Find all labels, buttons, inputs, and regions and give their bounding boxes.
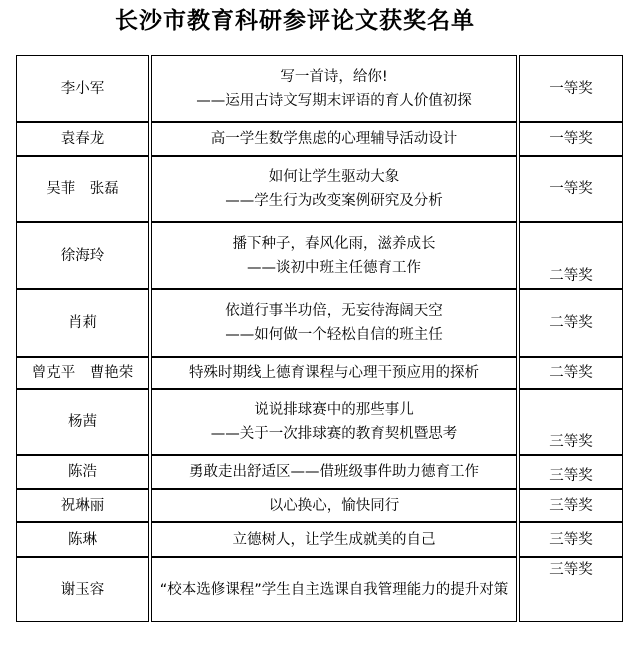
paper-title-cell (151, 55, 517, 122)
award-level-cell: 三等奖 (519, 389, 623, 455)
award-level-cell: 三等奖 (519, 522, 623, 557)
author-cell: 徐海玲 (16, 222, 149, 289)
paper-subtitle-line: ——谈初中班主任德育工作 (247, 259, 421, 276)
paper-title-cell (151, 156, 517, 222)
paper-title-cell (151, 489, 517, 522)
table-row (16, 455, 623, 489)
award-level-cell: 二等奖 (519, 222, 623, 289)
award-level-cell: 三等奖 (519, 557, 623, 622)
author-cell: 祝琳丽 (16, 489, 149, 522)
table-row (16, 289, 623, 357)
paper-title-line: “校本选修课程”学生自主选课自我管理能力的提升对策 (159, 581, 509, 598)
table-row (16, 522, 623, 557)
table-row (16, 389, 623, 455)
paper-subtitle-line: ——运用古诗文写期末评语的育人价值初探 (196, 92, 472, 109)
paper-title-line: 勇敢走出舒适区——借班级事件助力德育工作 (189, 464, 479, 480)
award-table (16, 55, 623, 622)
table-row (16, 489, 623, 522)
author-cell: 袁春龙 (16, 122, 149, 156)
paper-title-line: 播下种子，春风化雨，滋养成长 (232, 235, 436, 252)
paper-title-line: 依道行事半功倍，无妄待海阔天空 (225, 303, 443, 319)
table-row (16, 55, 623, 122)
paper-title-cell (151, 289, 517, 357)
paper-title-line: 如何让学生驱动大象 (268, 169, 400, 185)
author-cell: 杨茜 (16, 389, 149, 455)
award-level-cell: 二等奖 (519, 357, 623, 389)
paper-title-cell (151, 122, 517, 156)
paper-title-cell (151, 522, 517, 557)
award-level-cell: 一等奖 (519, 55, 623, 122)
table-row (16, 222, 623, 289)
author-cell: 李小军 (16, 55, 149, 122)
paper-subtitle-line: ——学生行为改变案例研究及分析 (225, 193, 443, 209)
author-cell: 肖莉 (16, 289, 149, 357)
award-level-cell: 二等奖 (519, 289, 623, 357)
paper-title-cell (151, 357, 517, 389)
author-cell: 吴菲 张磊 (16, 156, 149, 222)
author-cell: 谢玉容 (16, 557, 149, 622)
award-level-cell: 三等奖 (519, 489, 623, 522)
award-level-cell: 三等奖 (519, 455, 623, 489)
paper-title-cell (151, 455, 517, 489)
page-title: 长沙市教育科研参评论文获奖名单 (115, 8, 475, 34)
table-row (16, 357, 623, 389)
author-cell: 曾克平 曹艳荣 (16, 357, 149, 389)
paper-title-line: 说说排球赛中的那些事儿 (254, 402, 414, 418)
author-cell: 陈琳 (16, 522, 149, 557)
award-level-cell: 一等奖 (519, 122, 623, 156)
author-cell: 陈浩 (16, 455, 149, 489)
paper-title-line: 高一学生数学焦虑的心理辅导活动设计 (210, 131, 458, 147)
paper-title-line: 写一首诗，给你! (280, 68, 388, 85)
paper-title-line: 立德树人，让学生成就美的自己 (232, 531, 436, 548)
paper-subtitle-line: ——如何做一个轻松自信的班主任 (225, 327, 443, 343)
paper-title-cell (151, 557, 517, 622)
award-level-cell: 一等奖 (519, 156, 623, 222)
paper-title-line: 以心换心，愉快同行 (268, 497, 400, 514)
table-row (16, 557, 623, 622)
table-row (16, 156, 623, 222)
paper-title-cell (151, 222, 517, 289)
paper-subtitle-line: ——关于一次排球赛的教育契机暨思考 (210, 426, 458, 442)
table-row (16, 122, 623, 156)
paper-title-cell (151, 389, 517, 455)
paper-title-line: 特殊时期线上德育课程与心理干预应用的探析 (189, 365, 479, 381)
